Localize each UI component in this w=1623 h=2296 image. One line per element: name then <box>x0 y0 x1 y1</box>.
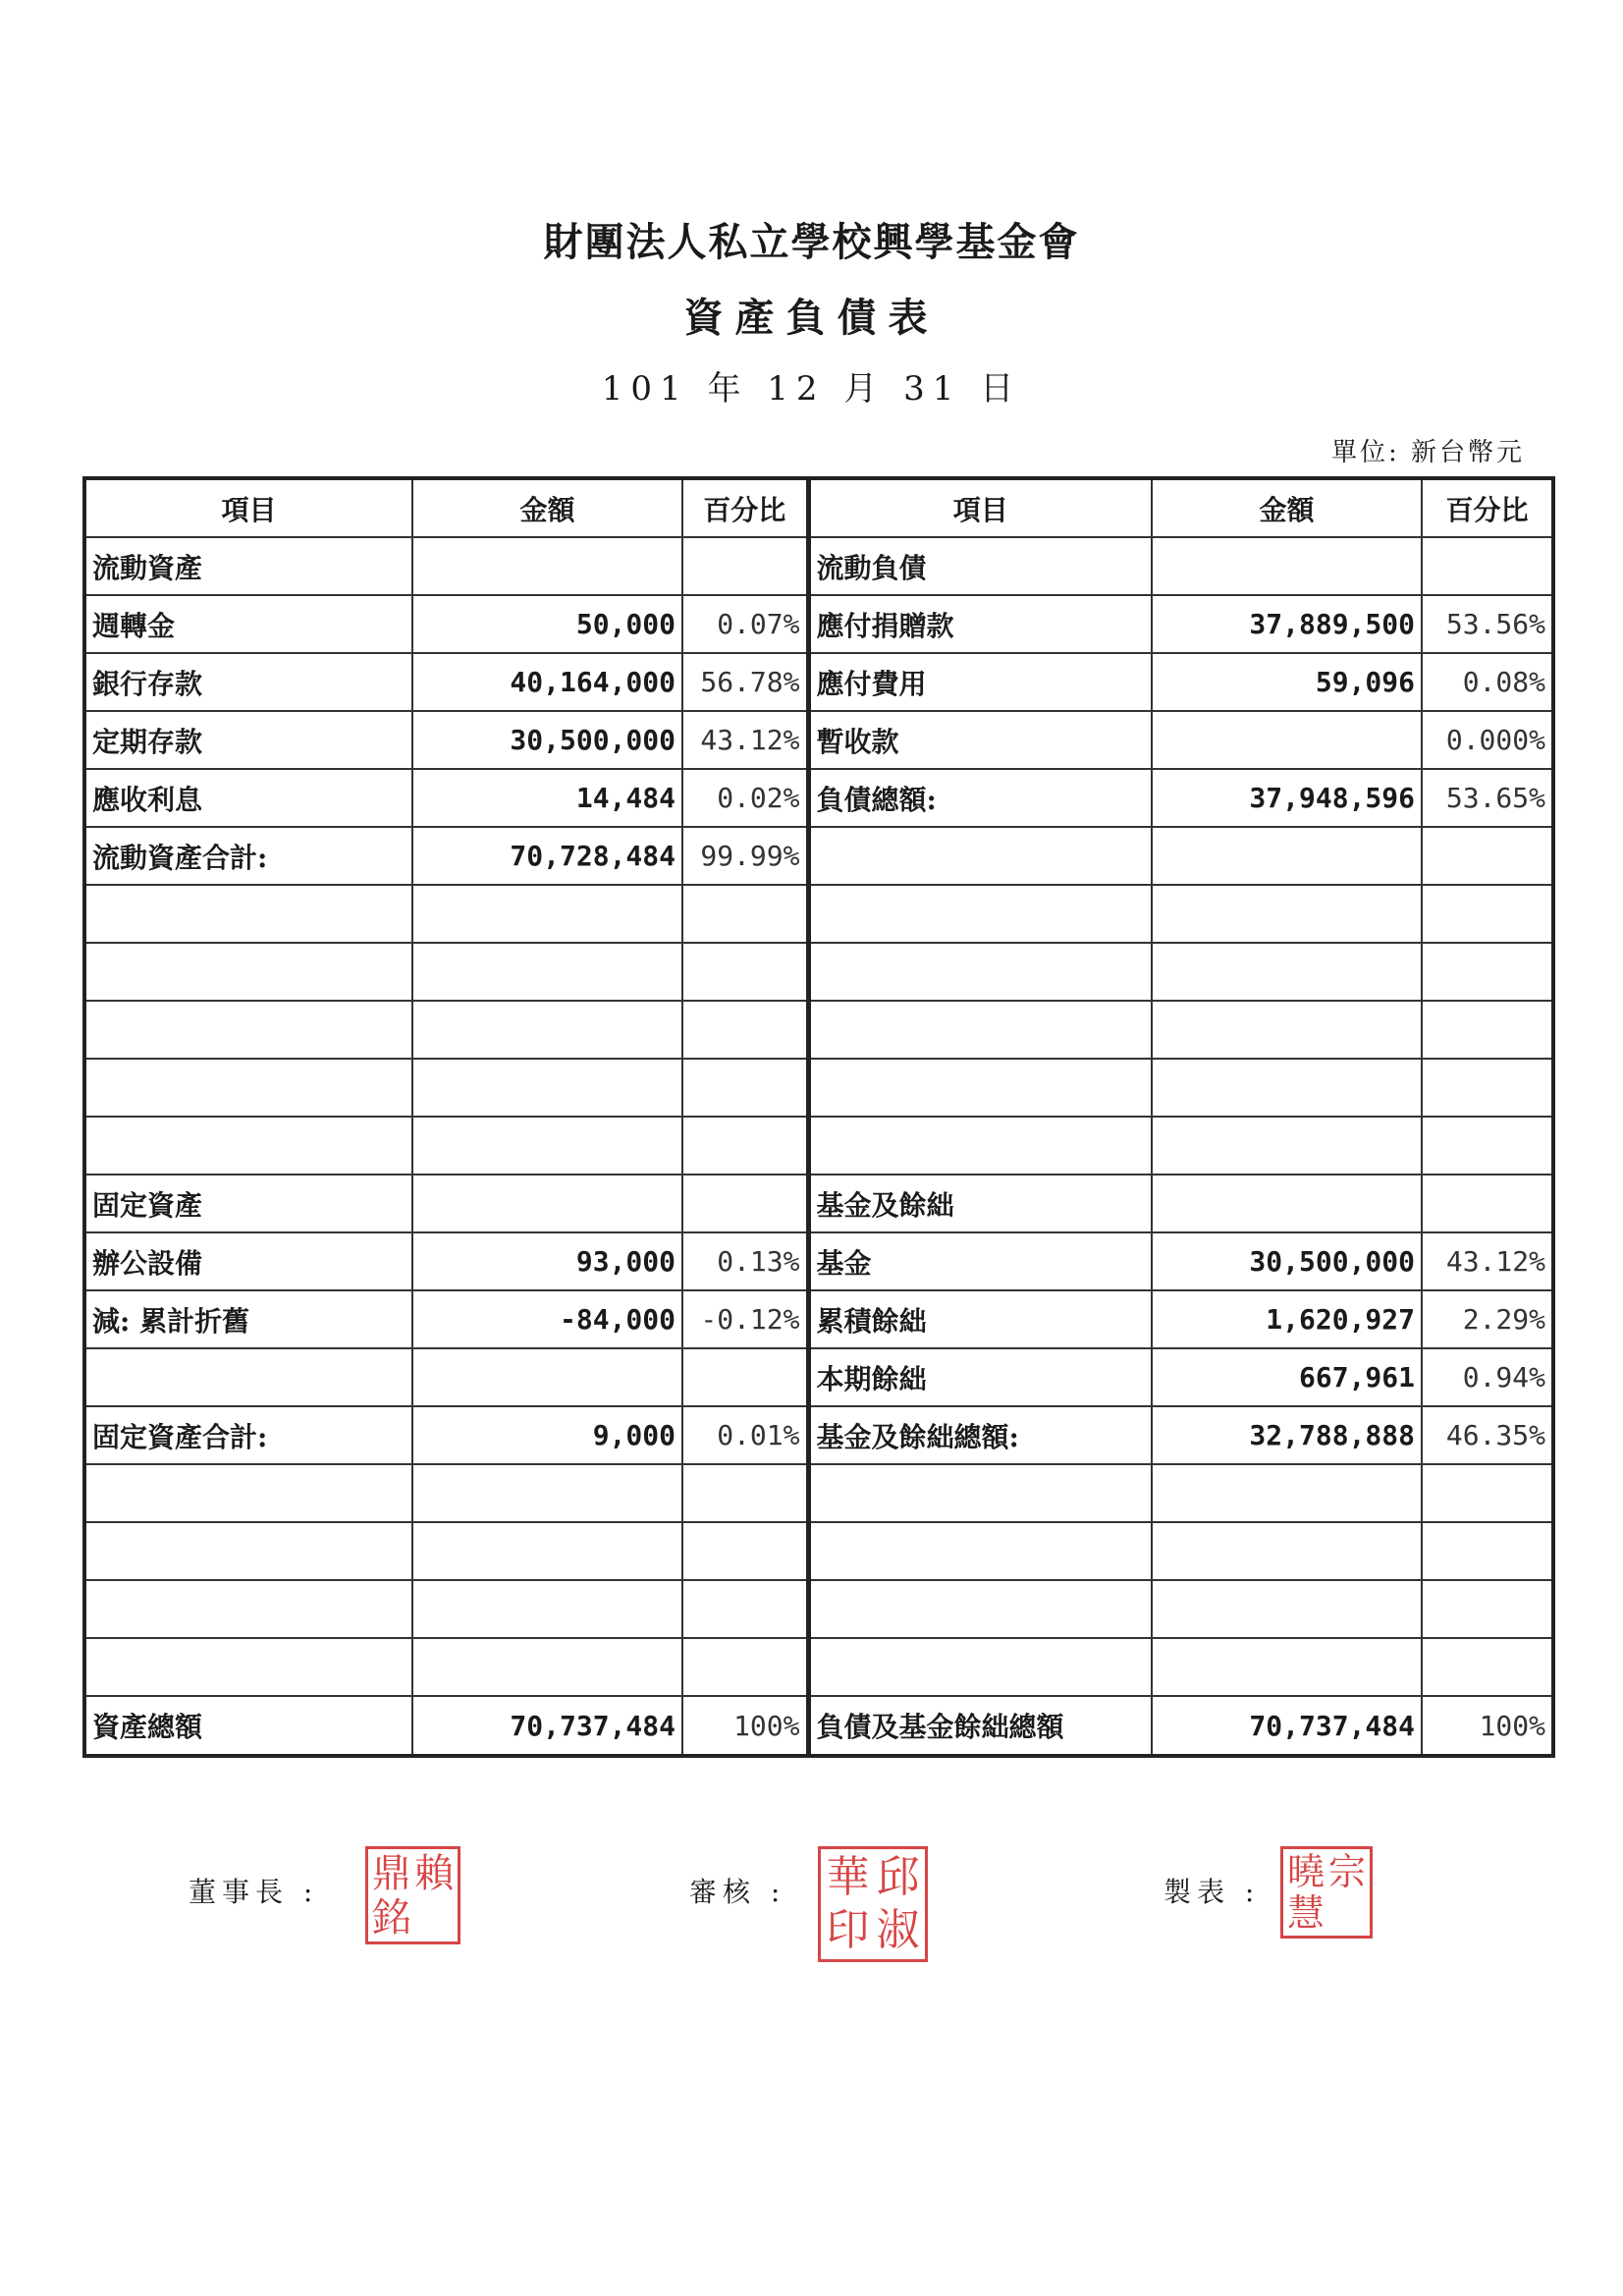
left-item-cell <box>84 1001 412 1059</box>
right-amount-cell <box>1152 885 1422 943</box>
left-amount-cell <box>412 943 682 1001</box>
right-item-cell: 負債及基金餘絀總額 <box>808 1696 1152 1756</box>
right-item-cell: 累積餘絀 <box>808 1290 1152 1348</box>
right-amount-cell <box>1152 943 1422 1001</box>
left-item-cell <box>84 1464 412 1522</box>
column-header: 項目 <box>808 478 1152 537</box>
left-percent-cell: 0.13% <box>682 1232 808 1290</box>
table-row <box>84 595 1553 653</box>
left-amount-cell: 70,737,484 <box>412 1696 682 1756</box>
right-item-cell: 基金及餘絀總額: <box>808 1406 1152 1464</box>
right-amount-cell: 70,737,484 <box>1152 1696 1422 1756</box>
right-item-cell <box>808 1059 1152 1117</box>
right-percent-cell: 0.08% <box>1422 653 1553 711</box>
left-item-cell <box>84 1580 412 1638</box>
right-percent-cell <box>1422 827 1553 885</box>
right-item-cell <box>808 1522 1152 1580</box>
right-amount-cell: 1,620,927 <box>1152 1290 1422 1348</box>
right-percent-cell <box>1422 885 1553 943</box>
column-header: 項目 <box>84 478 412 537</box>
right-percent-cell <box>1422 1580 1553 1638</box>
left-percent-cell: 0.02% <box>682 769 808 827</box>
left-amount-cell <box>412 1464 682 1522</box>
right-item-cell <box>808 1580 1152 1638</box>
right-item-cell <box>808 827 1152 885</box>
right-amount-cell <box>1152 1175 1422 1232</box>
right-percent-cell: 2.29% <box>1422 1290 1553 1348</box>
table-row <box>84 1638 1553 1696</box>
table-row <box>84 1117 1553 1175</box>
right-percent-cell <box>1422 1175 1553 1232</box>
left-amount-cell <box>412 1001 682 1059</box>
left-item-cell <box>84 885 412 943</box>
table-row <box>84 1696 1553 1756</box>
left-item-cell <box>84 1348 412 1406</box>
left-amount-cell <box>412 1117 682 1175</box>
balance-sheet-table <box>82 476 1555 1758</box>
right-percent-cell: 0.94% <box>1422 1348 1553 1406</box>
organization-name: 財團法人私立學校興學基金會 <box>543 219 1080 265</box>
right-percent-cell: 53.65% <box>1422 769 1553 827</box>
left-percent-cell: -0.12% <box>682 1290 808 1348</box>
right-percent-cell <box>1422 537 1553 595</box>
right-item-cell <box>808 1117 1152 1175</box>
left-item-cell: 週轉金 <box>84 595 412 653</box>
right-percent-cell: 53.56% <box>1422 595 1553 653</box>
right-item-cell: 本期餘絀 <box>808 1348 1152 1406</box>
right-percent-cell <box>1422 1522 1553 1580</box>
left-percent-cell <box>682 1522 808 1580</box>
left-percent-cell: 0.07% <box>682 595 808 653</box>
right-amount-cell <box>1152 1522 1422 1580</box>
table-row <box>84 1522 1553 1580</box>
right-amount-cell <box>1152 827 1422 885</box>
right-amount-cell: 37,889,500 <box>1152 595 1422 653</box>
right-item-cell: 暫收款 <box>808 711 1152 769</box>
right-amount-cell: 59,096 <box>1152 653 1422 711</box>
left-percent-cell <box>682 1348 808 1406</box>
preparer-seal: 曉 宗 慧 <box>1280 1846 1373 1939</box>
left-item-cell <box>84 1059 412 1117</box>
left-percent-cell <box>682 1580 808 1638</box>
report-date: 101 年 12 月 31 日 <box>601 369 1022 409</box>
left-item-cell <box>84 943 412 1001</box>
left-percent-cell: 56.78% <box>682 653 808 711</box>
right-item-cell <box>808 1638 1152 1696</box>
table-row <box>84 1580 1553 1638</box>
column-header: 百分比 <box>682 478 808 537</box>
table-header-row <box>84 478 1553 537</box>
left-percent-cell: 100% <box>682 1696 808 1756</box>
right-percent-cell <box>1422 1001 1553 1059</box>
left-percent-cell: 43.12% <box>682 711 808 769</box>
right-item-cell: 基金及餘絀 <box>808 1175 1152 1232</box>
left-item-cell <box>84 1522 412 1580</box>
table-row <box>84 943 1553 1001</box>
chairman-label: 董事長 : <box>189 1876 319 1908</box>
left-amount-cell: 93,000 <box>412 1232 682 1290</box>
right-percent-cell <box>1422 1059 1553 1117</box>
right-amount-cell <box>1152 1638 1422 1696</box>
right-percent-cell <box>1422 1464 1553 1522</box>
right-amount-cell <box>1152 1059 1422 1117</box>
left-percent-cell <box>682 885 808 943</box>
left-item-cell <box>84 1638 412 1696</box>
left-percent-cell: 99.99% <box>682 827 808 885</box>
table-row <box>84 885 1553 943</box>
table-row <box>84 1406 1553 1464</box>
table-row <box>84 769 1553 827</box>
right-percent-cell: 0.000% <box>1422 711 1553 769</box>
table-row <box>84 711 1553 769</box>
left-item-cell: 辦公設備 <box>84 1232 412 1290</box>
preparer-label: 製表 : <box>1163 1876 1261 1908</box>
right-amount-cell: 32,788,888 <box>1152 1406 1422 1464</box>
left-percent-cell <box>682 537 808 595</box>
left-percent-cell <box>682 1117 808 1175</box>
left-item-cell <box>84 1117 412 1175</box>
currency-unit: 單位: 新台幣元 <box>1330 438 1525 467</box>
right-amount-cell: 37,948,596 <box>1152 769 1422 827</box>
right-item-cell: 基金 <box>808 1232 1152 1290</box>
left-amount-cell <box>412 1059 682 1117</box>
left-item-cell: 固定資產合計: <box>84 1406 412 1464</box>
table-row <box>84 537 1553 595</box>
right-percent-cell: 46.35% <box>1422 1406 1553 1464</box>
table-row <box>84 1001 1553 1059</box>
left-amount-cell: 70,728,484 <box>412 827 682 885</box>
left-percent-cell <box>682 943 808 1001</box>
right-percent-cell: 100% <box>1422 1696 1553 1756</box>
right-item-cell: 應付捐贈款 <box>808 595 1152 653</box>
left-amount-cell: -84,000 <box>412 1290 682 1348</box>
left-percent-cell <box>682 1638 808 1696</box>
right-amount-cell <box>1152 711 1422 769</box>
right-percent-cell: 43.12% <box>1422 1232 1553 1290</box>
column-header: 金額 <box>1152 478 1422 537</box>
left-amount-cell: 14,484 <box>412 769 682 827</box>
left-item-cell: 應收利息 <box>84 769 412 827</box>
left-item-cell: 銀行存款 <box>84 653 412 711</box>
table-row <box>84 827 1553 885</box>
right-item-cell: 流動負債 <box>808 537 1152 595</box>
left-item-cell: 資產總額 <box>84 1696 412 1756</box>
left-amount-cell <box>412 1638 682 1696</box>
right-percent-cell <box>1422 943 1553 1001</box>
left-percent-cell <box>682 1059 808 1117</box>
table-row <box>84 1290 1553 1348</box>
left-amount-cell <box>412 1522 682 1580</box>
left-amount-cell <box>412 885 682 943</box>
left-amount-cell <box>412 1580 682 1638</box>
document-title: 資產負債表 <box>683 295 940 341</box>
right-item-cell <box>808 1001 1152 1059</box>
table-row <box>84 1059 1553 1117</box>
table-row <box>84 653 1553 711</box>
left-item-cell: 流動資產 <box>84 537 412 595</box>
right-amount-cell: 667,961 <box>1152 1348 1422 1406</box>
left-amount-cell: 40,164,000 <box>412 653 682 711</box>
right-amount-cell <box>1152 537 1422 595</box>
right-item-cell: 應付費用 <box>808 653 1152 711</box>
right-percent-cell <box>1422 1117 1553 1175</box>
right-item-cell <box>808 943 1152 1001</box>
left-percent-cell: 0.01% <box>682 1406 808 1464</box>
left-item-cell: 定期存款 <box>84 711 412 769</box>
left-amount-cell <box>412 1175 682 1232</box>
right-item-cell <box>808 885 1152 943</box>
left-amount-cell: 9,000 <box>412 1406 682 1464</box>
right-item-cell: 負債總額: <box>808 769 1152 827</box>
reviewer-label: 審核 : <box>689 1876 786 1908</box>
right-item-cell <box>808 1464 1152 1522</box>
left-item-cell: 流動資產合計: <box>84 827 412 885</box>
right-amount-cell: 30,500,000 <box>1152 1232 1422 1290</box>
left-percent-cell <box>682 1175 808 1232</box>
table-row <box>84 1348 1553 1406</box>
table-row <box>84 1232 1553 1290</box>
chairman-seal: 鼎 賴 銘 <box>365 1846 460 1944</box>
left-item-cell: 固定資產 <box>84 1175 412 1232</box>
right-amount-cell <box>1152 1580 1422 1638</box>
left-percent-cell <box>682 1001 808 1059</box>
reviewer-seal: 華 邱 印 淑 <box>818 1846 928 1962</box>
right-amount-cell <box>1152 1001 1422 1059</box>
right-amount-cell <box>1152 1117 1422 1175</box>
right-amount-cell <box>1152 1464 1422 1522</box>
left-amount-cell: 50,000 <box>412 595 682 653</box>
left-amount-cell <box>412 1348 682 1406</box>
table-row <box>84 1464 1553 1522</box>
left-item-cell: 減: 累計折舊 <box>84 1290 412 1348</box>
column-header: 百分比 <box>1422 478 1553 537</box>
column-header: 金額 <box>412 478 682 537</box>
left-percent-cell <box>682 1464 808 1522</box>
right-percent-cell <box>1422 1638 1553 1696</box>
table-row <box>84 1175 1553 1232</box>
left-amount-cell: 30,500,000 <box>412 711 682 769</box>
left-amount-cell <box>412 537 682 595</box>
